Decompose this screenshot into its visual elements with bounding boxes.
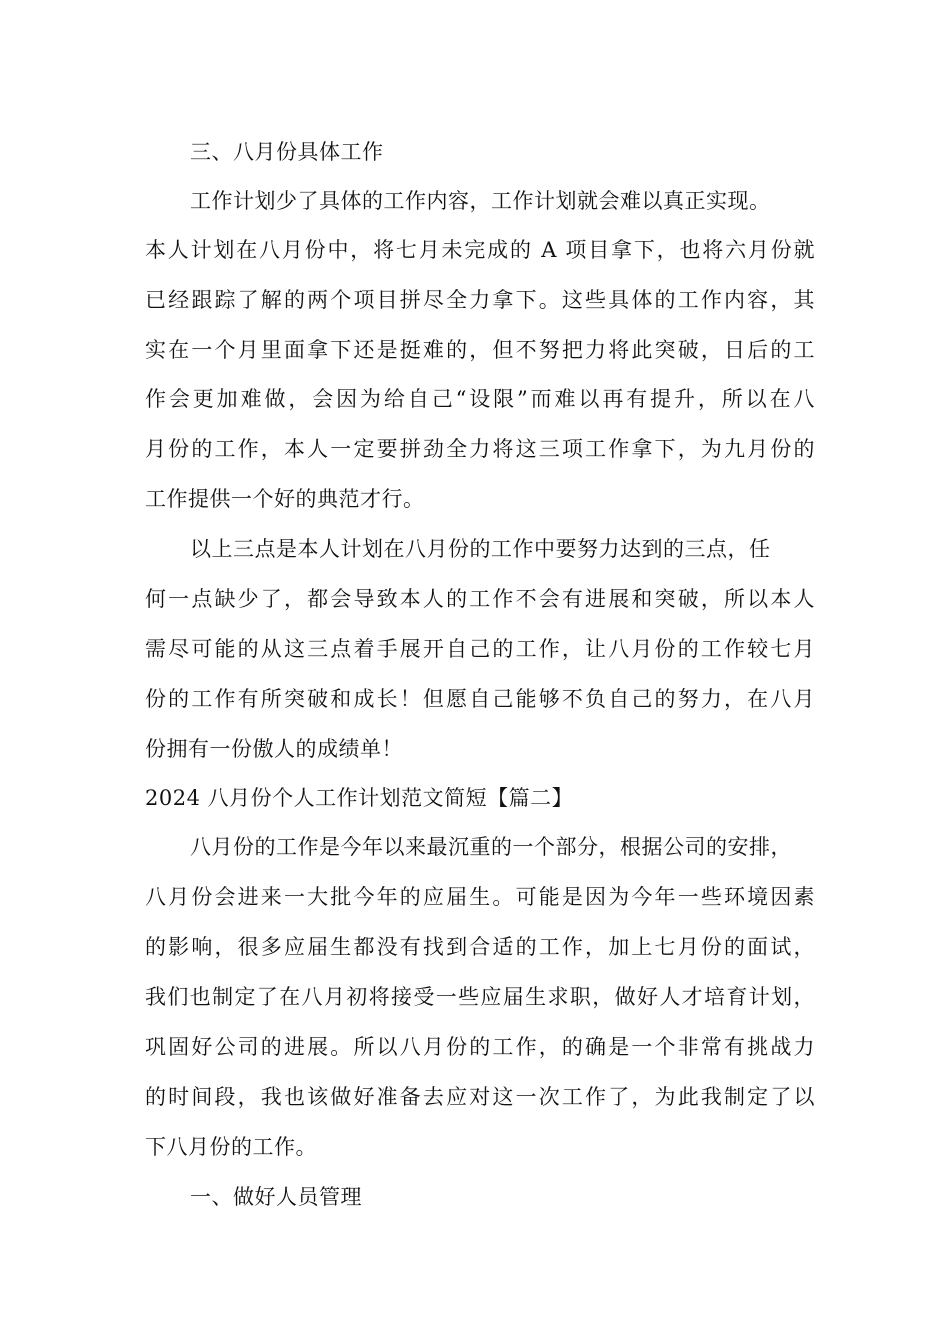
paragraph-line: 作会更加难做，会因为给自己“设限”而难以再有提升，所以在八	[145, 387, 815, 411]
section-heading-one: 一、做好人员管理	[190, 1185, 362, 1209]
paragraph-line: 工作提供一个好的典范才行。	[145, 487, 425, 511]
paragraph-line: 本人计划在八月份中，将七月未完成的 A 项目拿下，也将六月份就	[145, 238, 815, 262]
paragraph-line: 的时间段，我也该做好准备去应对这一次工作了，为此我制定了以	[145, 1085, 815, 1109]
paragraph-line: 月份的工作，本人一定要拼劲全力将这三项工作拿下，为九月份的	[145, 437, 815, 461]
paragraph-line: 以上三点是本人计划在八月份的工作中要努力达到的三点，任	[190, 537, 771, 561]
paragraph-line: 实在一个月里面拿下还是挺难的，但不努把力将此突破，日后的工	[145, 338, 815, 362]
paragraph-line: 份拥有一份傲人的成绩单！	[145, 737, 403, 761]
paragraph-line: 工作计划少了具体的工作内容，工作计划就会难以真正实现。	[190, 189, 771, 213]
paragraph-line: 巩固好公司的进展。所以八月份的工作，的确是一个非常有挑战力	[145, 1035, 815, 1059]
paragraph-line: 份的工作有所突破和成长！但愿自己能够不负自己的努力，在八月	[145, 687, 815, 711]
paragraph-line: 八月份的工作是今年以来最沉重的一个部分，根据公司的安排，	[190, 835, 792, 859]
section-heading-three: 三、八月份具体工作	[190, 140, 384, 164]
paragraph-line: 下八月份的工作。	[145, 1135, 317, 1159]
paragraph-line: 已经跟踪了解的两个项目拼尽全力拿下。这些具体的工作内容，其	[145, 288, 815, 312]
paragraph-line: 需尽可能的从这三点着手展开自己的工作，让八月份的工作较七月	[145, 637, 815, 661]
paragraph-line: 我们也制定了在八月初将接受一些应届生求职，做好人才培育计划，	[145, 985, 815, 1009]
paragraph-line: 的影响，很多应届生都没有找到合适的工作，加上七月份的面试，	[145, 935, 815, 959]
part-two-title: 2024 八月份个人工作计划范文简短【篇二】	[145, 786, 574, 810]
paragraph-line: 八月份会进来一大批今年的应届生。可能是因为今年一些环境因素	[145, 885, 815, 909]
paragraph-line: 何一点缺少了，都会导致本人的工作不会有进展和突破，所以本人	[145, 587, 815, 611]
